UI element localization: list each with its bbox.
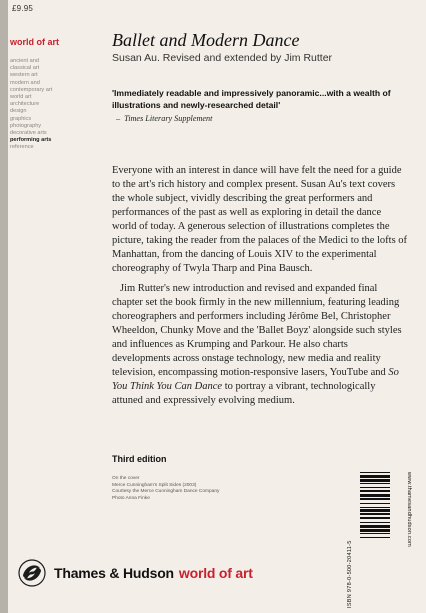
credit-line: Photo Anna Finke (112, 495, 150, 501)
publisher-series: world of art (178, 565, 253, 581)
subject-item: design (10, 108, 27, 115)
subject-item: contemporary art (10, 86, 53, 93)
barcode-bar (360, 522, 390, 523)
publisher-brand (18, 558, 253, 588)
barcode-bar (360, 472, 390, 473)
barcode-bar (360, 537, 390, 538)
subject-item: modern and (10, 79, 40, 86)
website-text: www.thamesandhudson.com (406, 472, 412, 547)
publisher-name: Thames & Hudson (54, 565, 174, 581)
subject-item: decorative arts (10, 130, 47, 137)
barcode-bar (360, 525, 390, 528)
isbn-text: ISBN 978-0-500-20411-5 (347, 540, 353, 608)
credit-line: Merce Cunningham's Split Sides (2003) (112, 482, 197, 488)
spine-edge (0, 0, 8, 613)
barcode (360, 470, 390, 606)
barcode-bar (360, 498, 390, 500)
review-dash: – (116, 114, 121, 123)
barcode-bar (360, 507, 390, 508)
barcode-bar (360, 483, 390, 484)
barcode-area (346, 470, 416, 610)
barcode-bar (360, 490, 390, 492)
credit-line: Courtesy the Merce Cunningham Dance Company (112, 489, 220, 495)
barcode-bar (360, 517, 390, 519)
cover-credits (112, 476, 332, 502)
review-source-name: Times Literary Supplement (124, 114, 213, 123)
subject-item: architecture (10, 101, 40, 108)
thames-hudson-dolphins-logo-icon (18, 559, 46, 587)
subject-item: graphics (10, 115, 32, 122)
price-label: £9.95 (12, 4, 34, 13)
barcode-bar (360, 529, 390, 532)
subject-item: photography (10, 122, 42, 129)
barcode-bar (360, 475, 390, 478)
barcode-bar (360, 533, 390, 534)
description-paragraph-1: Everyone with an interest in dance will have felt the need for a guide to the art's rich history and complex present. Susan Au's text covers the whole subject, vividly describing the great performers and performances of the past as well as exploring in detail the dance world of today. A generous selection of illustrations completes the picture, taking the reader from the palaces of the Medici to the lofts of Manhattan, from the dancing of Louis XIV to the experimental choreography of Twyla Tharp and Pina Bausch. (112, 165, 408, 274)
subject-item: ancient and (10, 58, 39, 64)
barcode-bar (360, 503, 390, 504)
barcode-bar (360, 487, 390, 488)
subject-item: classical art (10, 65, 40, 72)
tv-show-title: So You Think You Can Dance (112, 367, 399, 392)
subject-list (10, 58, 102, 152)
subject-item: performing arts (10, 137, 52, 144)
subject-item: reference (10, 144, 34, 151)
series-title: world of art (10, 37, 59, 47)
barcode-bar (360, 494, 390, 497)
barcode-bar (360, 509, 390, 512)
book-authors: Susan Au. Revised and extended by Jim Rutter (112, 52, 333, 64)
description (112, 164, 408, 414)
credit-line: On the cover (112, 476, 140, 481)
book-title: Ballet and Modern Dance (112, 30, 300, 50)
subject-item: western art (10, 72, 38, 79)
review-quote: 'Immediately readable and impressively panoramic...with a wealth of illustrations and newly-researched detail' (112, 88, 391, 110)
barcode-bar (360, 513, 390, 515)
edition-label: Third edition (112, 454, 167, 464)
review-source (116, 114, 416, 123)
barcode-bar (360, 479, 390, 482)
subject-item: world art (10, 94, 32, 101)
description-paragraph-2: Jim Rutter's new introduction and revised and expanded final chapter set the book firmly in the new millennium, featuring leading choreographers and performers including Jérôme Bel, Christopher Wheeldon, Chunky Move and the 'Ballet Boyz' alongside such styles and influences as Krumping and Parkour. He also charts developments across onstage technology, new media and reality television, encompassing motion-responsive lasers, YouTube and So You Think You Can Dance to portray a vibrant, technologically attuned and expressively evolving medium. (112, 283, 402, 406)
